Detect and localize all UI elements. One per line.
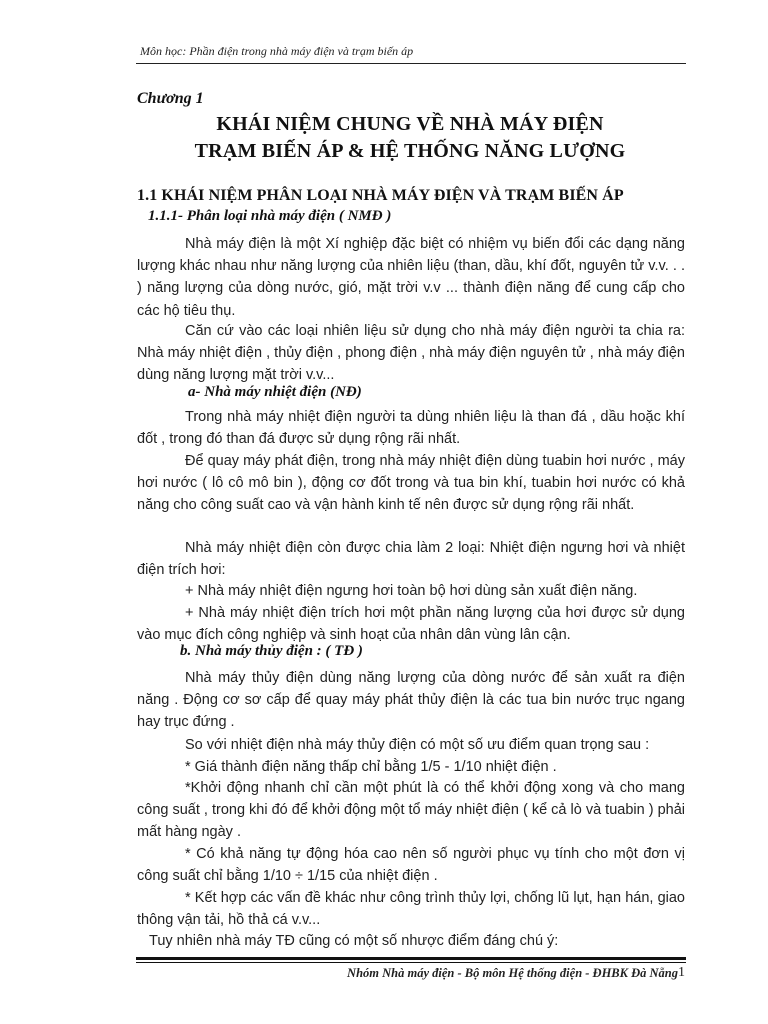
paragraph-text: Nhà máy điện là một Xí nghiệp đặc biệt có nhiệm vụ biến đổi các dạng năng lượng khác nhau như năng lượng của nhiên liệu (than, dầu, khí đốt, nguyên tử v.v. . . ) năng lượng của dòng nước, gió, mặt trời v.v ... thành điện năng để cung cấp cho các hộ tiêu thụ. [137, 236, 685, 319]
chapter-label: Chương 1 [137, 90, 204, 107]
bullet-text: + Nhà máy nhiệt điện trích hơi một phần năng lượng của hơi được sử dụng vào mục đích công nghiệp và sinh hoạt của nhân dân vùng lân cận. [137, 605, 685, 644]
paragraph-text: So với nhiệt điện nhà máy thủy điện có một số ưu điểm quan trọng sau : [185, 737, 650, 753]
bullet-text: * Giá thành điện năng thấp chỉ bằng 1/5 - 1/10 nhiệt điện . [185, 759, 557, 775]
bullet-item [137, 843, 685, 887]
bullet-item [137, 777, 685, 844]
page-footer: Nhóm Nhà máy điện - Bộ môn Hệ thống điện - ĐHBK Đà Nẵng [347, 966, 678, 980]
bullet-text: + Nhà máy nhiệt điện ngưng hơi toàn bộ hơi dùng sản xuất điện năng. [185, 583, 638, 599]
subheading-hydro-plant: b. Nhà máy thủy điện : ( TĐ ) [180, 643, 363, 659]
bullet-text: * Kết hợp các vấn đề khác như công trình thủy lợi, chống lũ lụt, hạn hán, giao thông vận tải, hồ thả cá v.v... [137, 890, 685, 929]
bullet-item [137, 756, 685, 778]
paragraph-text: Nhà máy thủy điện dùng năng lượng của dòng nước để sản xuất ra điện năng . Động cơ sơ cấp để quay máy phát thủy điện là các tua bin nước trục ngang hay trục đứng . [137, 670, 685, 731]
paragraph [137, 537, 685, 581]
section-heading: 1.1 KHÁI NIỆM PHÂN LOẠI NHÀ MÁY ĐIỆN VÀ TRẠM BIẾN ÁP [137, 187, 624, 204]
paragraph [137, 450, 685, 517]
header-divider [136, 63, 686, 64]
paragraph [137, 667, 685, 734]
bullet-item [137, 602, 685, 646]
paragraph [137, 406, 685, 450]
paragraph [137, 734, 685, 756]
page-number: 1 [678, 965, 685, 980]
bullet-item [137, 580, 685, 602]
subsection-heading: 1.1.1- Phân loại nhà máy điện ( NMĐ ) [148, 208, 392, 224]
paragraph [137, 320, 685, 387]
paragraph-text: Tuy nhiên nhà máy TĐ cũng có một số nhược điểm đáng chú ý: [149, 933, 559, 949]
bullet-text: * Có khả năng tự động hóa cao nên số người phục vụ tính cho một đơn vị công suất chỉ bằng 1/10 ÷ 1/15 của nhiệt điện . [137, 846, 685, 885]
paragraph-text: Căn cứ vào các loại nhiên liệu sử dụng cho nhà máy điện người ta chia ra: Nhà máy nhiệt điện , thủy điện , phong điện , nhà máy điện nguyên tử , nhà máy điện dùng năng lượng mặt trời v.v... [137, 323, 685, 384]
page-header: Môn học: Phần điện trong nhà máy điện và trạm biến áp [140, 44, 414, 58]
paragraph [137, 233, 685, 322]
subheading-thermal-plant: a- Nhà máy nhiệt điện (NĐ) [188, 384, 362, 400]
paragraph-text: Để quay máy phát điện, trong nhà máy nhiệt điện dùng tuabin hơi nước , máy hơi nước ( lô cô mô bin ), động cơ đốt trong và tua bin khí, tuabin hơi nước có khả năng cho công suất cao và vận hành kinh tế nên được sử dụng rộng rãi nhất. [137, 453, 685, 514]
footer-divider-thin [136, 962, 686, 963]
paragraph [137, 930, 685, 952]
paragraph-text: Trong nhà máy nhiệt điện người ta dùng nhiên liệu là than đá , dầu hoặc khí đốt , trong đó than đá được sử dụng rộng rãi nhất. [137, 409, 685, 448]
bullet-item [137, 887, 685, 931]
chapter-title-line-2: TRẠM BIẾN ÁP & HỆ THỐNG NĂNG LƯỢNG [194, 140, 626, 162]
chapter-title-line-1: KHÁI NIỆM CHUNG VỀ NHÀ MÁY ĐIỆN [216, 113, 604, 135]
bullet-text: *Khởi động nhanh chỉ cần một phút là có thể khởi động xong và cho mang công suất , trong khi đó để khởi động một tổ máy nhiệt điện ( kể cả lò và tuabin ) phải mất hàng ngày . [137, 780, 685, 841]
paragraph-text: Nhà máy nhiệt điện còn được chia làm 2 loại: Nhiệt điện ngưng hơi và nhiệt điện trích hơi: [137, 540, 685, 579]
footer-divider-thick [136, 957, 686, 960]
